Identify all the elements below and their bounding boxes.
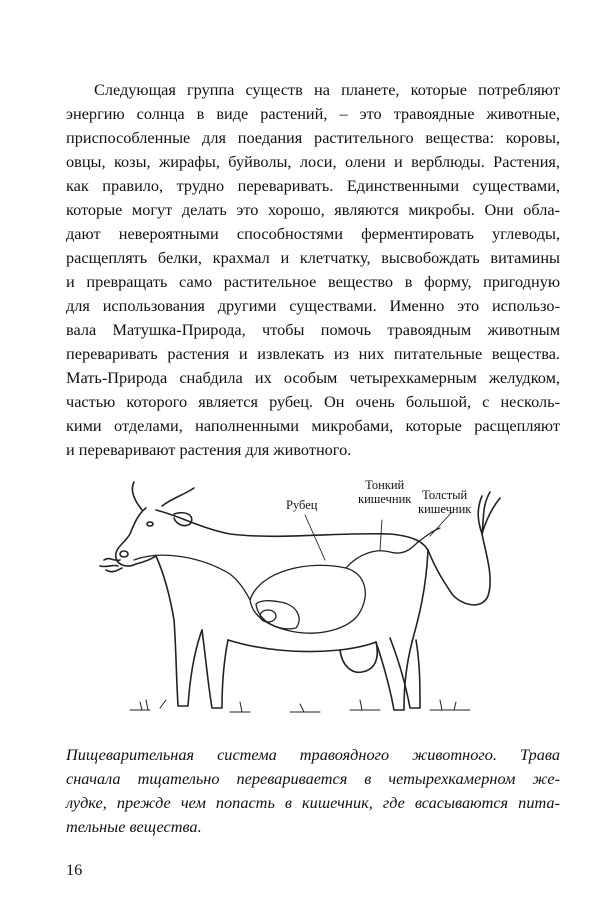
body-line: овцы, козы, жирафы, буйволы, лоси, олени и верблюды. Растения,	[66, 152, 560, 171]
horn-right	[162, 488, 194, 506]
tail	[428, 534, 490, 605]
body-line: частью которого является рубец. Он очень большой, с несколь-	[66, 392, 560, 411]
figure-caption	[66, 743, 560, 839]
body-line: которые могут делать это хорошо, являются микробы. Они обла-	[66, 200, 560, 219]
body-line: вала Матушка-Природа, чтобы помочь травоядным животным	[66, 320, 560, 339]
horn-left	[132, 482, 142, 510]
label-small-intestine-line2: кишечник	[358, 492, 412, 506]
body-line: дают невероятными способностями ферментировать углеводы,	[66, 224, 560, 243]
small-intestine-path	[346, 542, 418, 568]
body-line: расщеплять белки, крахмал и клетчатку, высвобождать витамины	[66, 248, 560, 267]
label-large-intestine-line1: Толстый	[422, 488, 468, 502]
label-large-intestine	[418, 488, 471, 516]
cow-digestive-illustration	[90, 470, 530, 735]
grass-in-mouth	[100, 559, 122, 572]
large-intestine-path	[418, 528, 440, 542]
label-small-intestine-line1: Тонкий	[365, 478, 405, 492]
nostril	[120, 551, 128, 557]
page-number: 16	[66, 860, 83, 879]
hind-leg-left	[376, 642, 412, 710]
body-line: приспособленные для поедания растительного вещества: коровы,	[66, 128, 560, 147]
eye	[147, 522, 153, 526]
body-line: и переваривают растения для животного.	[66, 440, 352, 459]
body-text	[66, 78, 560, 462]
caption-line: лудке, прежде чем попасть в кишечник, где всасываются пита-	[66, 793, 560, 812]
body-line: энергию солнца в виде растений, – это травоядные животные,	[66, 104, 560, 123]
body-line: кими отделами, наполненными микробами, которые расщепляют	[66, 416, 560, 435]
body-line: для использования другими существами. Именно это использо-	[66, 296, 560, 315]
label-large-intestine-line2: кишечник	[418, 502, 472, 516]
label-rumen: Рубец	[286, 498, 318, 512]
belly	[228, 640, 376, 652]
rumen-leader	[305, 515, 325, 560]
body-line: Мать-Природа снабдила их особым четырехкамерным желудком,	[66, 368, 560, 387]
label-small-intestine	[358, 478, 411, 506]
body-line: и превращать само растительное вещество в форму, пригодную	[66, 272, 560, 291]
abomasum-chamber	[256, 601, 299, 629]
body-line: Следующая группа существ на планете, которые потребляют	[94, 80, 560, 99]
hind-thigh	[412, 550, 428, 642]
esophagus	[134, 555, 250, 600]
front-leg-left	[156, 556, 202, 706]
back-line	[156, 510, 428, 550]
body-line: переваривать растения и извлекать из них питательные вещества.	[66, 344, 560, 363]
body-line: как правило, трудно переваривать. Единственными существами,	[66, 176, 560, 195]
small-intestine-leader	[380, 520, 382, 550]
caption-line: Пищеварительная система травоядного животного. Трава	[66, 745, 560, 764]
tail-tuft	[478, 492, 500, 534]
front-leg-right	[202, 630, 228, 708]
caption-line: сначала тщательно переваривается в четырехкамерном же-	[66, 769, 560, 788]
reticulum-chamber	[260, 610, 276, 622]
caption-line: тельные вещества.	[66, 817, 202, 836]
rumen-chamber	[250, 565, 365, 633]
